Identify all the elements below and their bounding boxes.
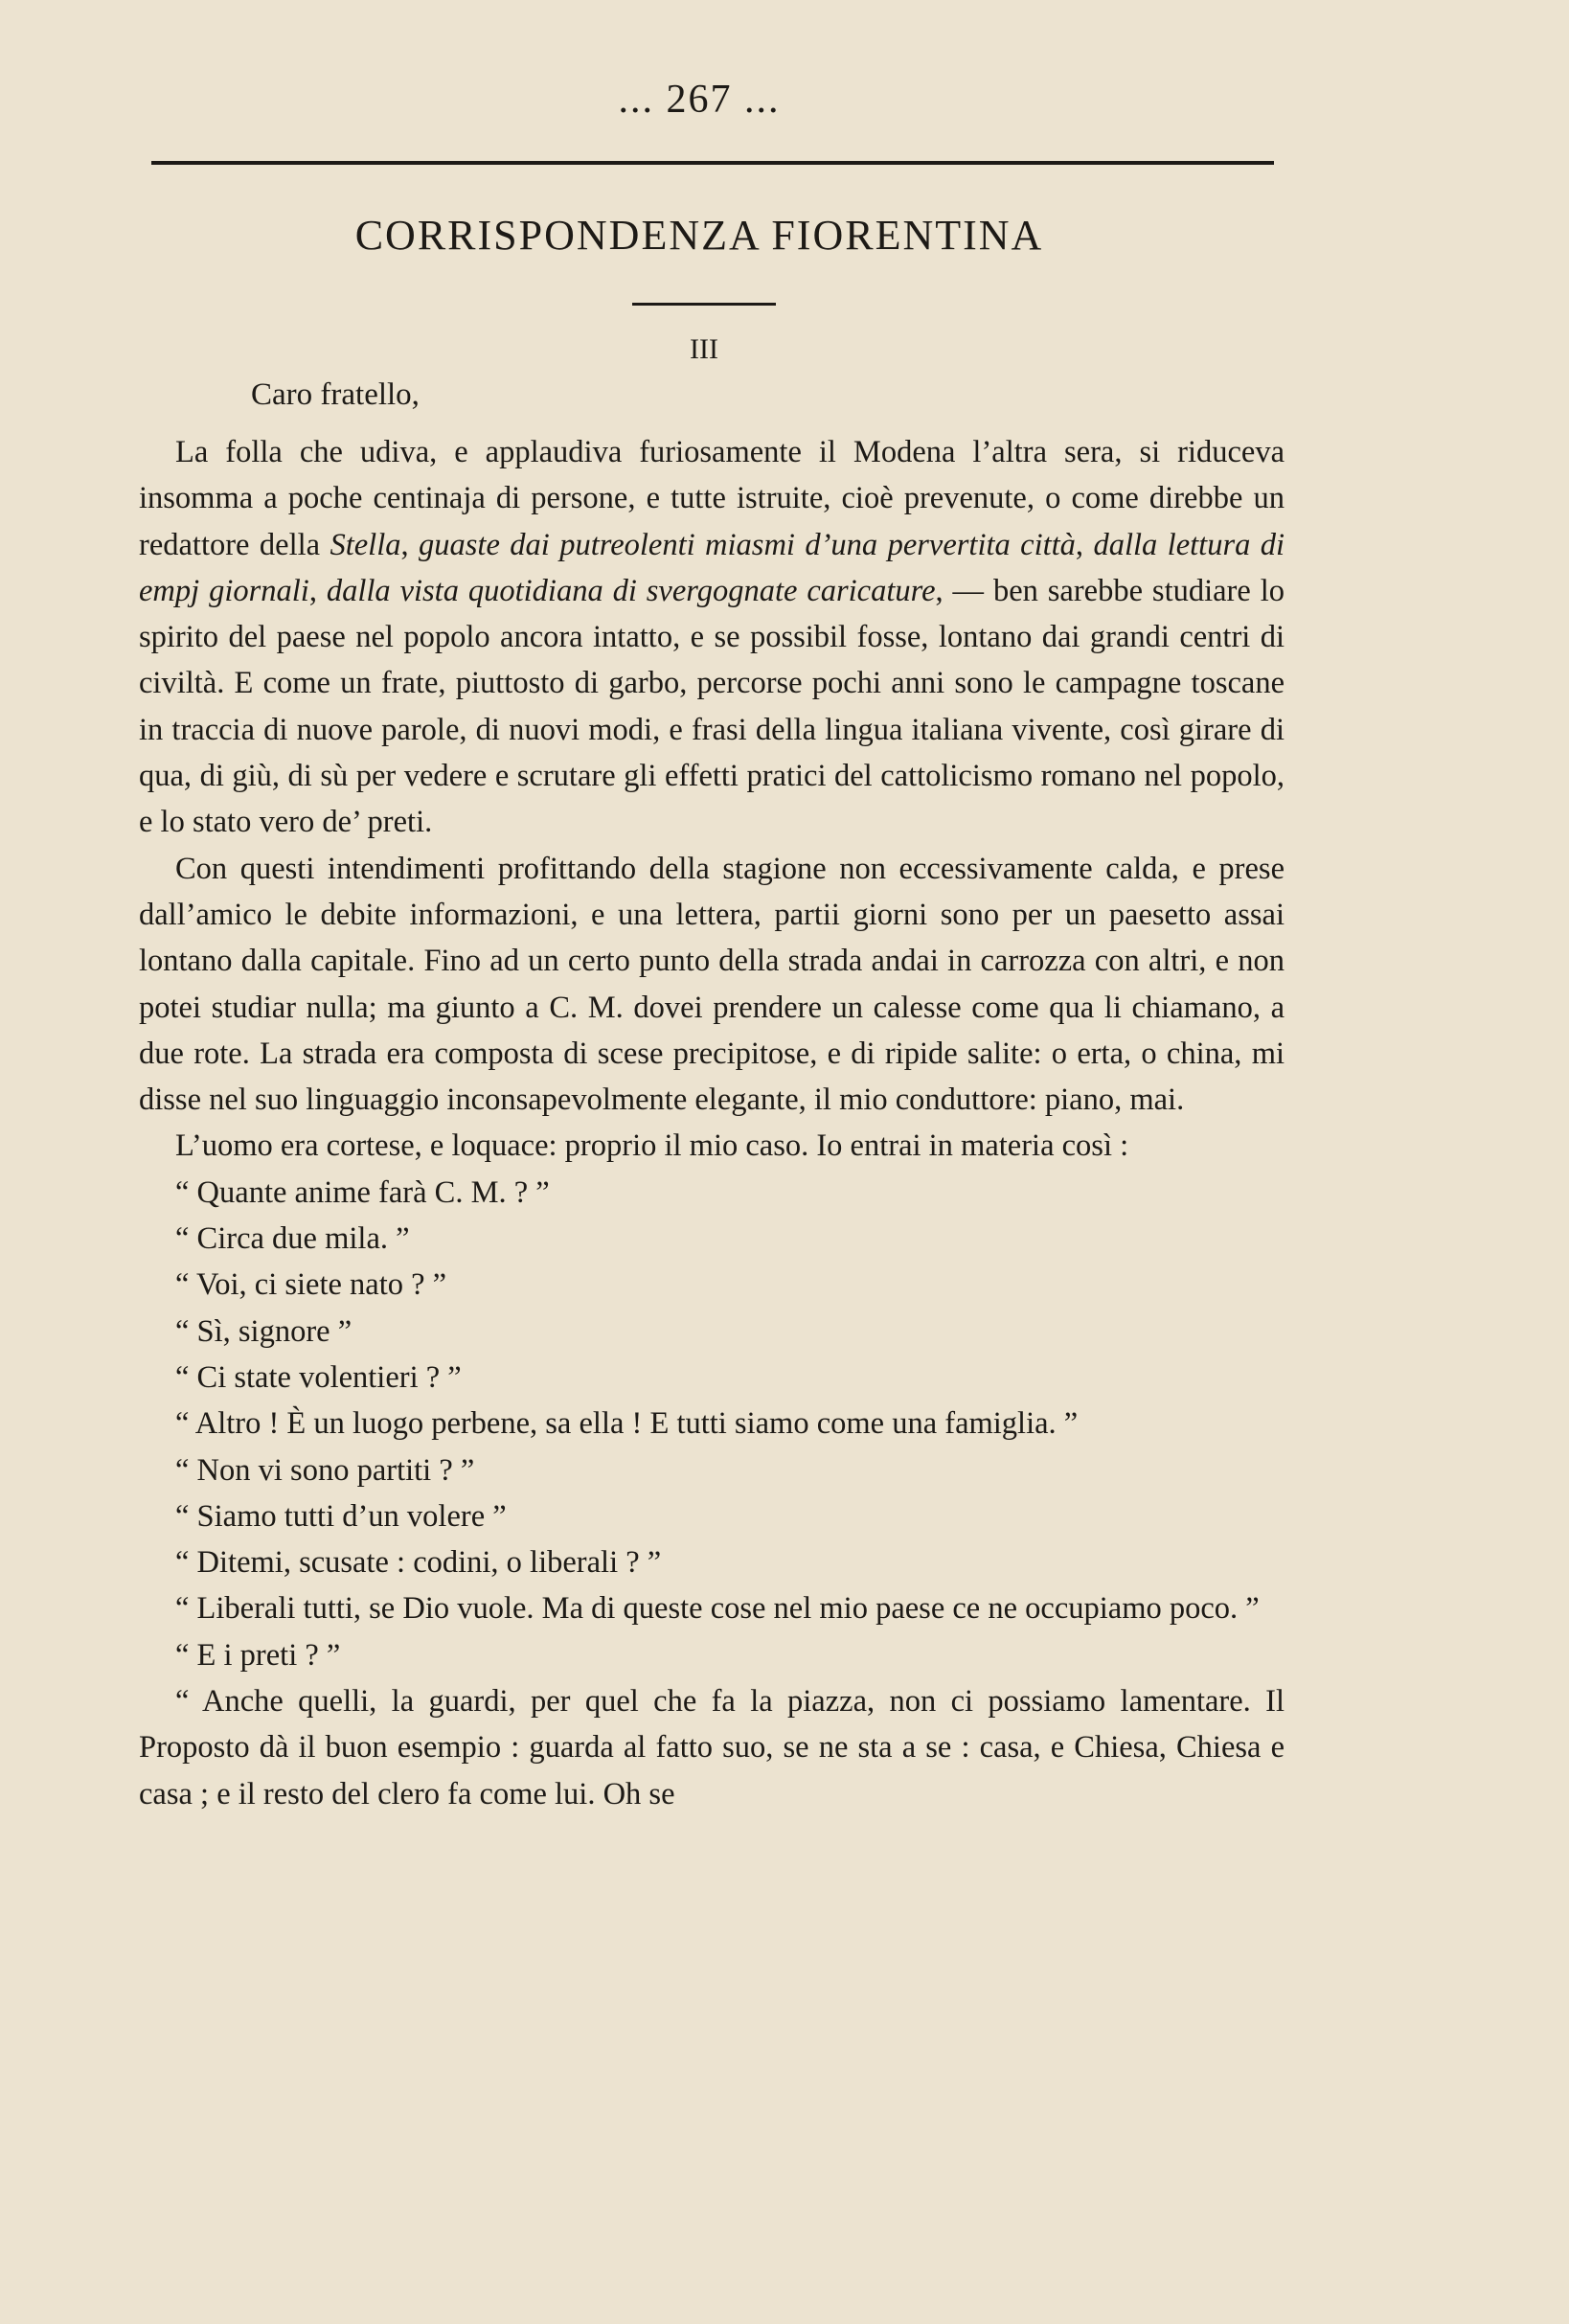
text-run: “ Altro ! È un luogo perbene, sa ella ! E tutti siamo come una famiglia. ” bbox=[175, 1406, 1079, 1442]
paragraph bbox=[139, 1401, 1285, 1447]
paragraph bbox=[139, 1355, 1285, 1401]
text-run: , — ben sarebbe studiare lo spirito del paese nel popolo ancora intatto, e se possibil fosse, lontano dai grandi centri di civiltà. E come un frate, piuttosto di garbo, percorse pochi anni sono le campagne toscane in traccia di nuove parole, di nuovi modi, e frasi della lingua italiana vivente, così girare di qua, di giù, di sù per vedere e scrutare gli effetti pratici del cattolicismo romano nel popolo, e lo stato vero de’ preti. bbox=[139, 573, 1285, 840]
page-number: ... 267 ... bbox=[618, 78, 781, 122]
paragraph bbox=[139, 1309, 1285, 1355]
text-run: , bbox=[308, 573, 327, 608]
title-rule bbox=[632, 303, 776, 306]
italic-text: Stella bbox=[330, 527, 401, 562]
text-run: “ Sì, signore ” bbox=[175, 1313, 352, 1349]
text-run: “ Non vi sono partiti ? ” bbox=[175, 1452, 475, 1488]
article-title: CORRISPONDENZA FIORENTINA bbox=[354, 212, 1044, 259]
text-run: , bbox=[1075, 527, 1094, 562]
paragraph bbox=[139, 1447, 1285, 1493]
salutation: Caro fratello, bbox=[251, 377, 420, 412]
text-run: “ Circa due mila. ” bbox=[175, 1221, 410, 1257]
text-run: “ Voi, ci siete nato ? ” bbox=[175, 1267, 447, 1303]
text-run: Con questi intendimenti profittando della stagione non eccessivamente calda, e prese dall’amico le debite informazioni, e una lettera, partii giorni sono per un paesetto assai lontano dalla capitale. Fino ad un certo punto della strada andai in carrozza con altri, e non potei studiar nulla; ma giunto a C. M. dovei prendere un calesse come qua li chiamano, a due rote. La strada era composta di scese precipitose, e di ripide salite: o erta, o china, mi disse nel suo linguaggio inconsapevolmente elegante, il mio conduttore: piano, mai. bbox=[139, 851, 1285, 1118]
italic-text: dalla lettura di empj giornali bbox=[139, 527, 1285, 608]
paragraph bbox=[139, 429, 1285, 846]
paragraph bbox=[139, 1585, 1285, 1631]
paragraph bbox=[139, 1539, 1285, 1585]
text-run: “ Quante anime farà C. M. ? ” bbox=[175, 1174, 550, 1210]
paragraph bbox=[139, 846, 1285, 1124]
header-rule bbox=[151, 161, 1274, 165]
text-run: La folla che udiva, e applaudiva furiosamente il Modena l’altra sera, si riduceva insomma a poche centinaja di persone, e tutte istruite, cioè prevenute, o come direbbe un redattore della bbox=[139, 435, 1285, 562]
paragraph bbox=[139, 1632, 1285, 1678]
paragraph bbox=[139, 1170, 1285, 1216]
italic-text: guaste dai putreolenti miasmi d’una pervertita città bbox=[419, 527, 1076, 562]
text-run: , bbox=[400, 527, 420, 562]
text-run: L’uomo era cortese, e loquace: proprio il mio caso. Io entrai in materia così : bbox=[175, 1128, 1129, 1164]
paragraph bbox=[139, 1216, 1285, 1262]
text-run: “ Anche quelli, la guardi, per quel che fa la piazza, non ci possiamo lamentare. Il Proposto dà il buon esempio : guarda al fatto suo, se ne sta a se : casa, e Chiesa, Chiesa e casa ; e il resto del clero fa come lui. Oh se bbox=[139, 1684, 1285, 1811]
text-run: “ Liberali tutti, se Dio vuole. Ma di queste cose nel mio paese ce ne occupiamo poco. ” bbox=[175, 1591, 1260, 1627]
text-run: “ E i preti ? ” bbox=[175, 1637, 341, 1673]
text-run: “ Ci state volentieri ? ” bbox=[175, 1359, 462, 1395]
text-run: “ Siamo tutti d’un volere ” bbox=[175, 1498, 507, 1534]
italic-text: dalla vista quotidiana di svergognate caricature bbox=[326, 573, 936, 608]
section-number: III bbox=[690, 333, 718, 365]
text-run: “ Ditemi, scusate : codini, o liberali ? ” bbox=[175, 1545, 662, 1581]
article-body bbox=[139, 429, 1285, 1817]
paragraph bbox=[139, 1123, 1285, 1169]
paragraph bbox=[139, 1493, 1285, 1539]
paragraph bbox=[139, 1678, 1285, 1817]
paragraph bbox=[139, 1262, 1285, 1308]
